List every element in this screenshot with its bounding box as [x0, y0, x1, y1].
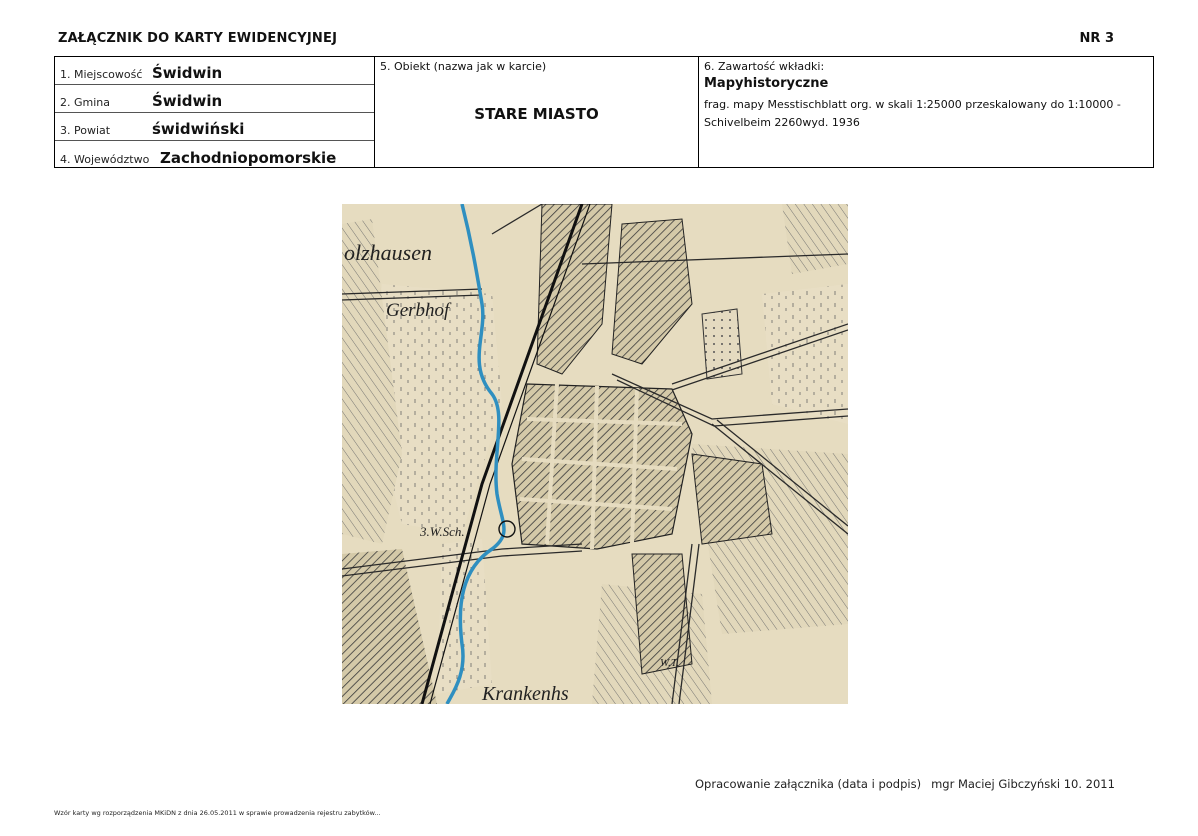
row-label: 4. Województwo — [60, 153, 150, 166]
row-label: 2. Gmina — [60, 96, 110, 109]
insert-heading: Mapyhistoryczne — [704, 76, 829, 91]
object-label: 5. Obiekt (nazwa jak w karcie) — [380, 60, 547, 73]
row-value: Świdwin — [152, 92, 223, 110]
signature-block — [695, 777, 1115, 791]
insert-description: frag. mapy Messtischblatt org. w skali 1:25000 przeskalowany do 1:10000 - Schivelbeim 2260wyd. 1936 — [704, 98, 1121, 129]
insert-column — [699, 57, 1153, 167]
location-column — [55, 57, 375, 167]
document-title: ZAŁĄCZNIK DO KARTY EWIDENCYJNEJ — [58, 31, 338, 46]
row-miejscowosc — [55, 57, 374, 85]
east-blocks — [692, 454, 772, 544]
map-label-wsch: 3.W.Sch. — [420, 524, 465, 539]
document-number: NR 3 — [1079, 31, 1114, 46]
map-label-gerbhof: Gerbhof — [386, 300, 450, 321]
map-label-holzhausen: olzhausen — [344, 240, 432, 265]
map-label-wt: W.T. — [660, 657, 679, 669]
footer-note: Wzór karty wg rozporządzenia MKiDN z dnia 26.05.2011 w sprawie prowadzenia rejestru zabytków... — [54, 809, 381, 817]
hatched-area-northeast — [782, 204, 848, 274]
row-value: Zachodniopomorskie — [160, 149, 337, 167]
row-value: świdwiński — [152, 120, 245, 138]
meadow-area-east — [762, 284, 848, 424]
row-label: 1. Miejscowość — [60, 68, 143, 81]
info-table — [54, 56, 1154, 168]
historical-map — [342, 204, 848, 704]
row-powiat — [55, 113, 374, 141]
row-gmina — [55, 85, 374, 113]
row-label: 3. Powiat — [60, 124, 111, 137]
map-label-krankenhs: Krankenhs — [482, 683, 569, 704]
object-column — [375, 57, 699, 167]
object-value: STARE MIASTO — [474, 105, 599, 123]
signature-label: Opracowanie załącznika (data i podpis) — [695, 777, 922, 791]
signature-value: mgr Maciej Gibczyński 10. 2011 — [931, 777, 1115, 791]
row-value: Świdwin — [152, 64, 223, 82]
insert-label: 6. Zawartość wkładki: — [704, 60, 825, 73]
row-wojewodztwo — [55, 141, 374, 169]
